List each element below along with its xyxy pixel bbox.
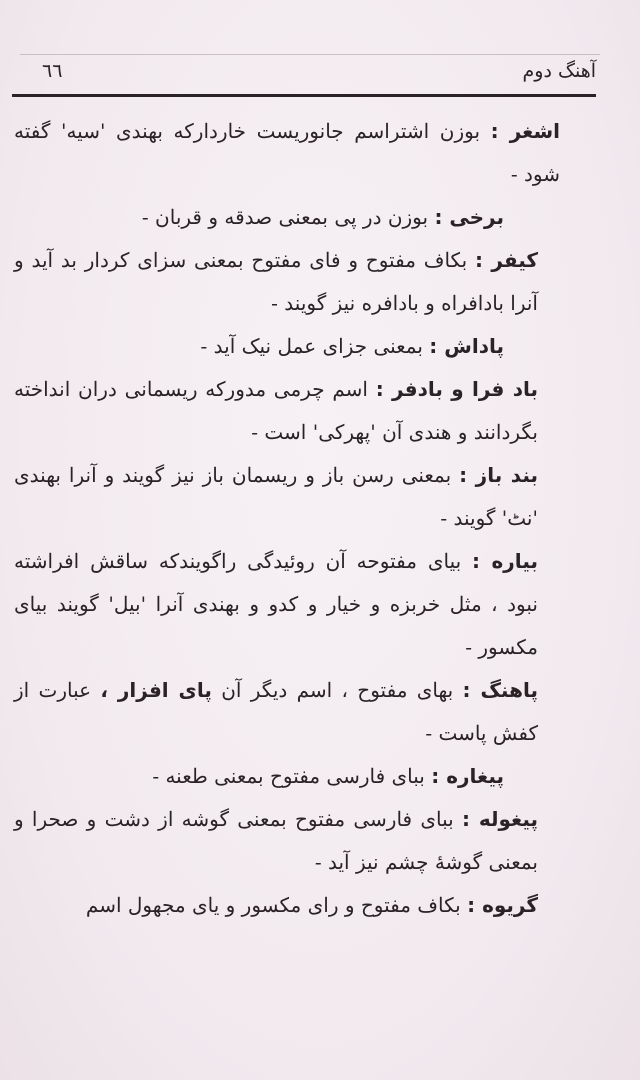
entry-definition: ببای فارسی مفتوح بمعنی گوشه از دشت و صحرا و بمعنی گوشهٔ چشم نیز آید -	[14, 807, 538, 874]
entry-bandbaz	[14, 454, 560, 540]
entry-definition: بمعنی رسن باز و ریسمان باز نیز گویند و آنرا بهندی 'نٹ' گویند -	[14, 463, 538, 530]
entry-definition: اسم چرمی مدورکه ریسمانی دران انداخته بگردانند و هندی آن 'پهرکی' است -	[14, 377, 538, 444]
entry-headword: اشغر :	[490, 119, 560, 143]
top-faint-rule	[20, 54, 600, 55]
entry-pighara	[14, 755, 560, 798]
entry-headword: برخی :	[434, 205, 504, 229]
entry-badfara	[14, 368, 560, 454]
header-rule	[12, 94, 596, 97]
entry-pahang	[14, 669, 560, 755]
entry-garivah	[14, 884, 560, 927]
entry-headword: بیاره :	[472, 549, 538, 573]
entry-definition: بکاف مفتوح و رای مکسور و یای مجهول اسم	[85, 893, 468, 917]
entry-headword: پیغاره :	[431, 764, 504, 788]
entry-definition: ببای فارسی مفتوح بمعنی طعنه -	[152, 764, 432, 788]
page-body	[14, 110, 560, 927]
entry-headword: پاداش :	[429, 334, 504, 358]
entry-headword: بند باز :	[459, 463, 538, 487]
entry-headword: کیفر :	[474, 248, 539, 272]
entry-definition: بوزن در پی بمعنی صدقه و قربان -	[141, 205, 435, 229]
entry-definition: بمعنی جزای عمل نیک آید -	[200, 334, 430, 358]
entry-definition-after: عبارت از کفش پاست -	[14, 678, 538, 745]
entry-headword: پیغوله :	[461, 807, 538, 831]
entry-pighula	[14, 798, 560, 884]
entry-barkhi	[14, 196, 560, 239]
entry-definition: بیای مفتوحه آن روئیدگی راگویندکه ساقش افراشته نبود ، مثل خربزه و خیار و کدو و بهندی آنرا 'بیل' گویند بیای مکسور -	[14, 549, 538, 659]
running-header	[12, 58, 596, 94]
entry-biyara	[14, 540, 560, 669]
entry-headword: پاهنگ :	[462, 678, 538, 702]
running-title: آهنگ دوم	[522, 60, 596, 82]
entry-definition: بکاف مفتوح و فای مفتوح بمعنی سزای کردار بد آید و آنرا بادافراه و بادافره نیز گویند -	[14, 248, 538, 315]
entry-keyfar	[14, 239, 560, 325]
entry-headword: باد فرا و بادفر :	[375, 377, 538, 401]
entry-definition: بهای مفتوح ، اسم دیگر آن	[211, 678, 463, 702]
entry-padash	[14, 325, 560, 368]
entry-headword: گریوه :	[467, 893, 538, 917]
entry-definition: بوزن اشتراسم جانوریست خاردارکه بهندی 'سیه' گفته شود -	[14, 119, 560, 186]
entry-ashghar	[14, 110, 560, 196]
entry-inline-term: پای افزار ،	[100, 678, 212, 702]
page-number: ٦٦	[42, 60, 63, 82]
